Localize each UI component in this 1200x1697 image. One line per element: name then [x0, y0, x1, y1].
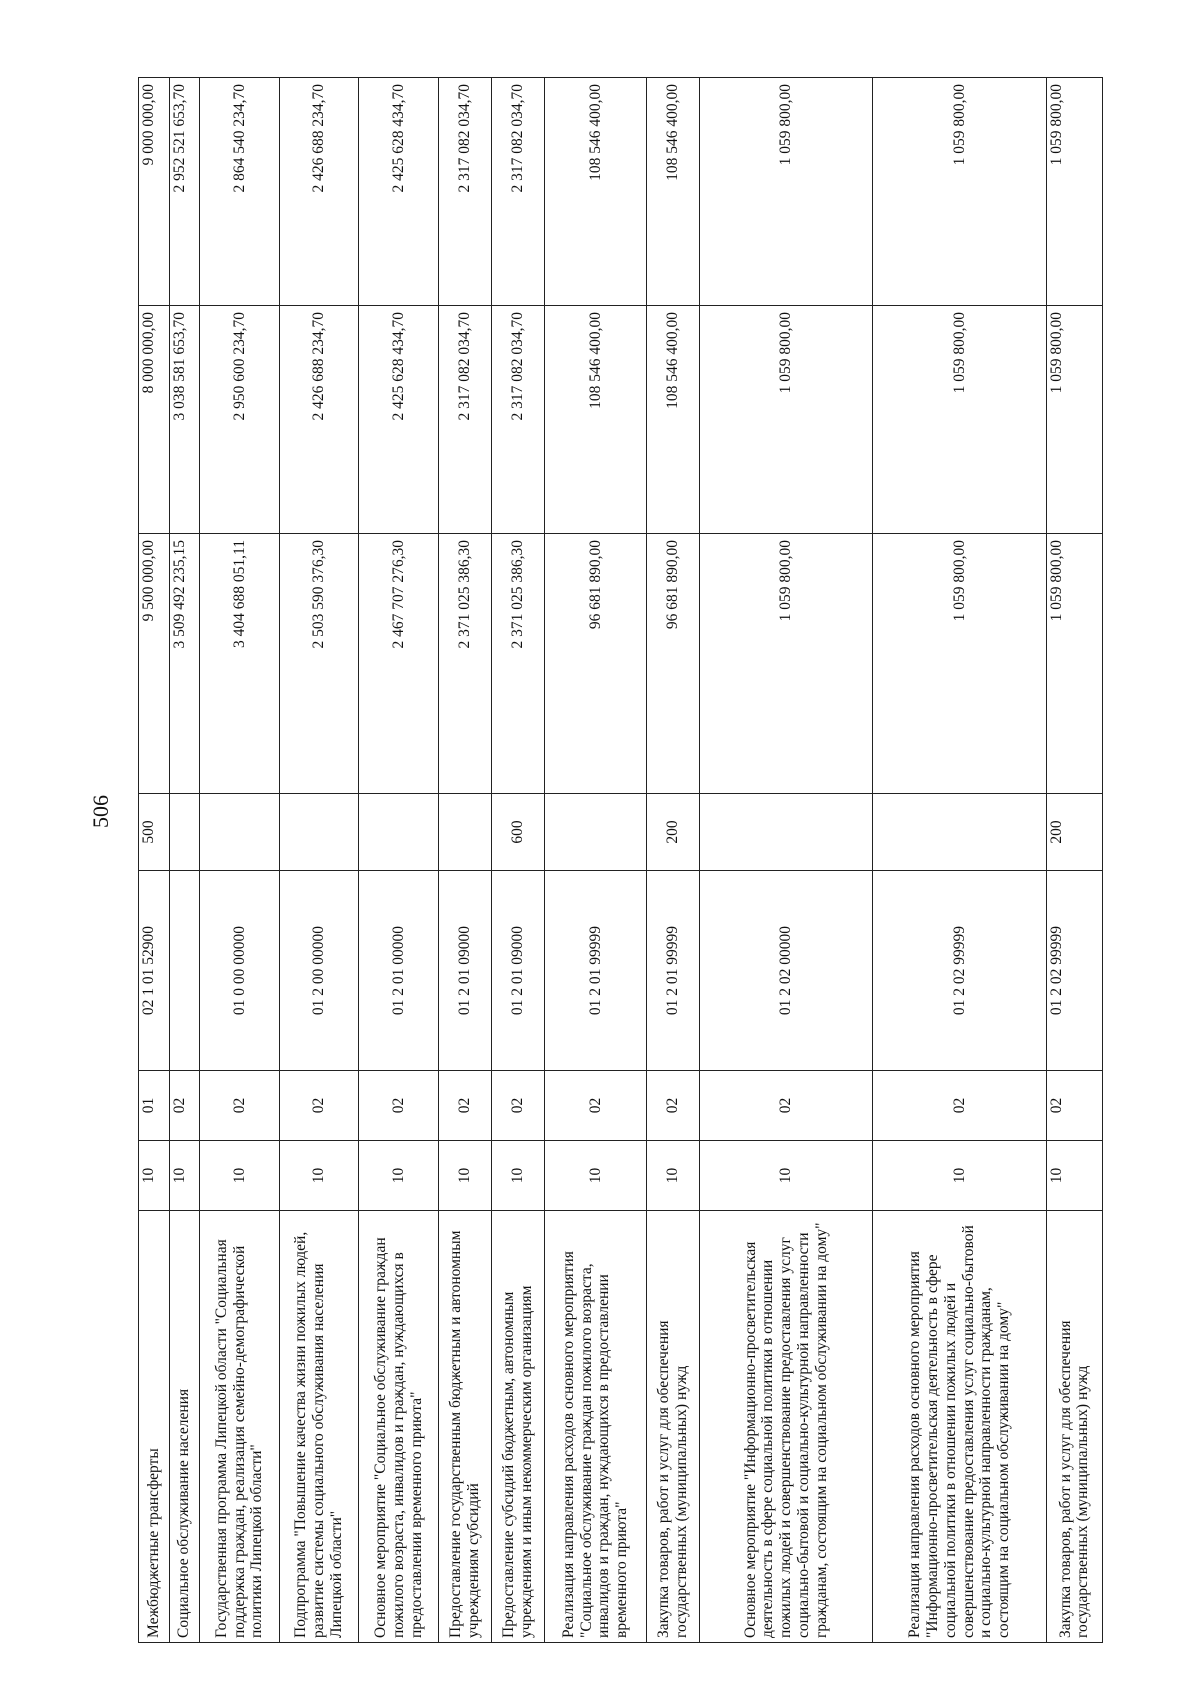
amount-year-3: 1 059 800,00: [1046, 78, 1102, 306]
subsection-code: 02: [491, 1071, 544, 1141]
page-number: 506: [88, 795, 113, 828]
section-code: 10: [544, 1141, 646, 1211]
amount-year-1: 2 503 590 376,30: [279, 534, 359, 794]
table-row: [139, 78, 170, 1643]
amount-year-2: 1 059 800,00: [699, 306, 872, 534]
section-code: 10: [438, 1141, 491, 1211]
amount-year-1: 3 509 492 235,15: [169, 534, 200, 794]
amount-year-2: 1 059 800,00: [1046, 306, 1102, 534]
expense-type-code: 600: [491, 794, 544, 871]
table-row: [359, 78, 439, 1643]
table-row: [200, 78, 280, 1643]
expense-type-code: [873, 794, 1046, 871]
target-article-code: 01 2 01 00000: [359, 871, 439, 1071]
subsection-code: 02: [359, 1071, 439, 1141]
amount-year-1: 3 404 688 051,11: [200, 534, 280, 794]
target-article-code: 01 2 02 00000: [699, 871, 872, 1071]
rotated-table-wrapper: [138, 78, 1103, 1643]
table-row: [699, 78, 872, 1643]
item-name: Основное мероприятие "Социальное обслуживание граждан пожилого возраста, инвалидов и граждан, нуждающихся в предоставлении временного приюта": [359, 1211, 439, 1643]
amount-year-3: 2 317 082 034,70: [438, 78, 491, 306]
table-body: [139, 78, 1103, 1643]
amount-year-2: 3 038 581 653,70: [169, 306, 200, 534]
target-article-code: 01 2 01 09000: [491, 871, 544, 1071]
section-code: 10: [139, 1141, 170, 1211]
amount-year-1: 1 059 800,00: [873, 534, 1046, 794]
subsection-code: 02: [438, 1071, 491, 1141]
amount-year-2: 2 317 082 034,70: [491, 306, 544, 534]
amount-year-2: 2 426 688 234,70: [279, 306, 359, 534]
target-article-code: 01 2 02 99999: [873, 871, 1046, 1071]
amount-year-3: 9 000 000,00: [139, 78, 170, 306]
item-name: Предоставление государственным бюджетным и автономным учреждениям субсидий: [438, 1211, 491, 1643]
target-article-code: 01 0 00 00000: [200, 871, 280, 1071]
amount-year-3: 2 864 540 234,70: [200, 78, 280, 306]
amount-year-3: 1 059 800,00: [873, 78, 1046, 306]
section-code: 10: [873, 1141, 1046, 1211]
amount-year-3: 108 546 400,00: [544, 78, 646, 306]
item-name: Государственная программа Липецкой области "Социальная поддержка граждан, реализация семейно-демографической политики Липецкой области": [200, 1211, 280, 1643]
expense-type-code: 200: [646, 794, 699, 871]
item-name: Межбюджетные трансферты: [139, 1211, 170, 1643]
section-code: 10: [699, 1141, 872, 1211]
amount-year-3: 2 425 628 434,70: [359, 78, 439, 306]
section-code: 10: [1046, 1141, 1102, 1211]
amount-year-1: 9 500 000,00: [139, 534, 170, 794]
amount-year-3: 108 546 400,00: [646, 78, 699, 306]
target-article-code: 01 2 00 00000: [279, 871, 359, 1071]
expense-type-code: [169, 794, 200, 871]
expense-type-code: [200, 794, 280, 871]
target-article-code: 02 1 01 52900: [139, 871, 170, 1071]
subsection-code: 02: [699, 1071, 872, 1141]
subsection-code: 02: [200, 1071, 280, 1141]
amount-year-1: 2 467 707 276,30: [359, 534, 439, 794]
amount-year-3: 2 952 521 653,70: [169, 78, 200, 306]
expense-type-code: 500: [139, 794, 170, 871]
table-row: [438, 78, 491, 1643]
amount-year-2: 1 059 800,00: [873, 306, 1046, 534]
subsection-code: 01: [139, 1071, 170, 1141]
amount-year-2: 2 317 082 034,70: [438, 306, 491, 534]
expense-type-code: [438, 794, 491, 871]
table-row: [1046, 78, 1102, 1643]
section-code: 10: [279, 1141, 359, 1211]
section-code: 10: [646, 1141, 699, 1211]
subsection-code: 02: [646, 1071, 699, 1141]
expense-type-code: [699, 794, 872, 871]
amount-year-1: 1 059 800,00: [1046, 534, 1102, 794]
expense-type-code: [359, 794, 439, 871]
section-code: 10: [359, 1141, 439, 1211]
target-article-code: 01 2 01 09000: [438, 871, 491, 1071]
amount-year-2: 108 546 400,00: [544, 306, 646, 534]
section-code: 10: [169, 1141, 200, 1211]
amount-year-1: 96 681 890,00: [646, 534, 699, 794]
subsection-code: 02: [544, 1071, 646, 1141]
item-name: Закупка товаров, работ и услуг для обеспечения государственных (муниципальных) нужд: [1046, 1211, 1102, 1643]
expense-type-code: [279, 794, 359, 871]
item-name: Закупка товаров, работ и услуг для обеспечения государственных (муниципальных) нужд: [646, 1211, 699, 1643]
table-row: [169, 78, 200, 1643]
amount-year-1: 96 681 890,00: [544, 534, 646, 794]
subsection-code: 02: [1046, 1071, 1102, 1141]
item-name: Основное мероприятие "Информационно-просветительская деятельность в сфере социальной политики в отношении пожилых людей и совершенствование предоставления услуг социально-бытовой и социально-культурной направленности гражданам, состоящим на социальном обслуживании на дому": [699, 1211, 872, 1643]
target-article-code: [169, 871, 200, 1071]
subsection-code: 02: [169, 1071, 200, 1141]
item-name: Реализация направления расходов основного мероприятия "Информационно-просветительская деятельность в сфере социальной политики в отношении пожилых людей и совершенствование предоставления услуг социально-бытовой и социально-культурной направленности гражданам, состоящим на социальном обслуживании на дому": [873, 1211, 1046, 1643]
budget-table: [138, 77, 1103, 1643]
amount-year-3: 2 317 082 034,70: [491, 78, 544, 306]
section-code: 10: [491, 1141, 544, 1211]
amount-year-3: 1 059 800,00: [699, 78, 872, 306]
table-row: [491, 78, 544, 1643]
target-article-code: 01 2 01 99999: [544, 871, 646, 1071]
amount-year-2: 8 000 000,00: [139, 306, 170, 534]
item-name: Социальное обслуживание населения: [169, 1211, 200, 1643]
target-article-code: 01 2 02 99999: [1046, 871, 1102, 1071]
amount-year-2: 2 425 628 434,70: [359, 306, 439, 534]
expense-type-code: 200: [1046, 794, 1102, 871]
section-code: 10: [200, 1141, 280, 1211]
amount-year-3: 2 426 688 234,70: [279, 78, 359, 306]
item-name: Реализация направления расходов основного мероприятия "Социальное обслуживание граждан пожилого возраста, инвалидов и граждан, нуждающихся в предоставлении временного приюта": [544, 1211, 646, 1643]
table-row: [544, 78, 646, 1643]
item-name: Подпрограмма "Повышение качества жизни пожилых людей, развитие системы социального обслуживания населения Липецкой области": [279, 1211, 359, 1643]
amount-year-1: 2 371 025 386,30: [491, 534, 544, 794]
amount-year-1: 2 371 025 386,30: [438, 534, 491, 794]
amount-year-2: 108 546 400,00: [646, 306, 699, 534]
amount-year-2: 2 950 600 234,70: [200, 306, 280, 534]
subsection-code: 02: [279, 1071, 359, 1141]
subsection-code: 02: [873, 1071, 1046, 1141]
table-row: [646, 78, 699, 1643]
table-row: [873, 78, 1046, 1643]
amount-year-1: 1 059 800,00: [699, 534, 872, 794]
expense-type-code: [544, 794, 646, 871]
item-name: Предоставление субсидий бюджетным, автономным учреждениям и иным некоммерческим организациям: [491, 1211, 544, 1643]
target-article-code: 01 2 01 99999: [646, 871, 699, 1071]
table-row: [279, 78, 359, 1643]
